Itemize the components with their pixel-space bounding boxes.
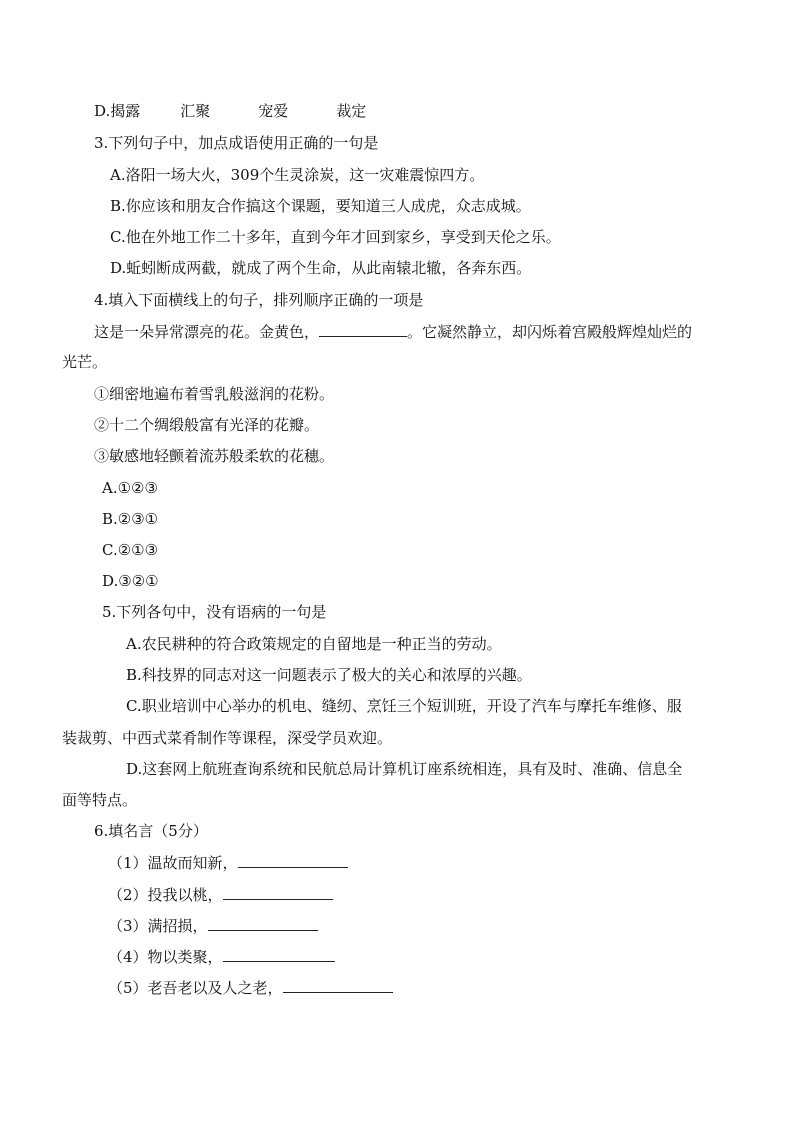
q2-option-d-word-2: 汇聚 bbox=[180, 102, 211, 120]
q4-passage-after-blank: 。它凝然静立，却闪烁着宫殿般辉煌灿烂的 bbox=[407, 323, 693, 341]
q5-stem: 5.下列各句中，没有语病的一句是 bbox=[102, 603, 327, 621]
q6-item-5-text: （5）老吾老以及人之老， bbox=[108, 979, 283, 997]
q6-item-1 bbox=[108, 852, 348, 873]
q4-sentence-2: ②十二个绸缎般富有光泽的花瓣。 bbox=[94, 416, 320, 434]
q4-passage-line-2: 光芒。 bbox=[62, 353, 108, 371]
q5-option-d-line-2: 面等特点。 bbox=[62, 791, 138, 809]
q2-option-d-label: D.揭露 bbox=[94, 102, 141, 120]
q5-option-b: B.科技界的同志对这一问题表示了极大的关心和浓厚的兴趣。 bbox=[126, 666, 532, 684]
q6-item-4-text: （4）物以类聚， bbox=[108, 948, 223, 966]
q2-option-d bbox=[94, 101, 366, 121]
q6-item-1-blank[interactable] bbox=[238, 852, 348, 868]
q6-item-2 bbox=[108, 884, 333, 905]
q6-item-4-blank[interactable] bbox=[223, 946, 335, 962]
q4-option-b: B.②③① bbox=[102, 510, 159, 528]
q6-item-2-blank[interactable] bbox=[223, 884, 333, 900]
q6-item-5 bbox=[108, 977, 393, 998]
q6-item-2-text: （2）投我以桃， bbox=[108, 886, 223, 904]
q4-stem: 4.填入下面横线上的句子，排列顺序正确的一项是 bbox=[94, 291, 424, 309]
q6-item-4 bbox=[108, 946, 335, 967]
q4-sentence-3: ③敏感地轻颤着流苏般柔软的花穗。 bbox=[94, 447, 335, 465]
q6-item-1-text: （1）温故而知新， bbox=[108, 854, 238, 872]
q4-answer-blank[interactable] bbox=[319, 321, 407, 337]
q5-option-c-line-2: 装裁剪、中西式菜肴制作等课程，深受学员欢迎。 bbox=[62, 729, 393, 747]
q3-option-a: A.洛阳一场大火，309个生灵涂炭，这一灾难震惊四方。 bbox=[110, 166, 485, 184]
q6-item-3 bbox=[108, 915, 318, 936]
q3-option-c: C.他在外地工作二十多年，直到今年才回到家乡，享受到天伦之乐。 bbox=[110, 228, 561, 246]
q5-option-a: A.农民耕种的符合政策规定的自留地是一种正当的劳动。 bbox=[126, 635, 502, 653]
q4-passage-line-1 bbox=[94, 321, 692, 342]
q3-option-d: D.蚯蚓断成两截，就成了两个生命，从此南辕北辙，各奔东西。 bbox=[110, 259, 532, 277]
q4-option-d: D.③②① bbox=[102, 572, 159, 590]
q4-option-c: C.②①③ bbox=[102, 541, 159, 559]
q4-passage-before-blank: 这是一朵异常漂亮的花。金黄色， bbox=[94, 323, 320, 341]
q2-option-d-word-3: 宠爱 bbox=[258, 102, 289, 120]
q4-sentence-1: ①细密地遍布着雪乳般滋润的花粉。 bbox=[94, 385, 335, 403]
q3-option-b: B.你应该和朋友合作搞这个课题，要知道三人成虎，众志成城。 bbox=[110, 197, 531, 215]
q2-option-d-word-4: 裁定 bbox=[336, 102, 367, 120]
q6-item-5-blank[interactable] bbox=[283, 977, 393, 993]
q6-item-3-text: （3）满招损， bbox=[108, 917, 208, 935]
q4-option-a: A.①②③ bbox=[102, 479, 158, 497]
q6-item-3-blank[interactable] bbox=[208, 915, 318, 931]
q5-option-c-line-1: C.职业培训中心举办的机电、缝纫、烹饪三个短训班，开设了汽车与摩托车维修、服 bbox=[126, 697, 682, 715]
q5-option-d-line-1: D.这套网上航班查询系统和民航总局计算机订座系统相连，具有及时、准确、信息全 bbox=[126, 760, 683, 778]
q3-stem: 3.下列句子中，加点成语使用正确的一句是 bbox=[94, 134, 379, 152]
q6-stem: 6.填名言（5分） bbox=[94, 822, 208, 840]
